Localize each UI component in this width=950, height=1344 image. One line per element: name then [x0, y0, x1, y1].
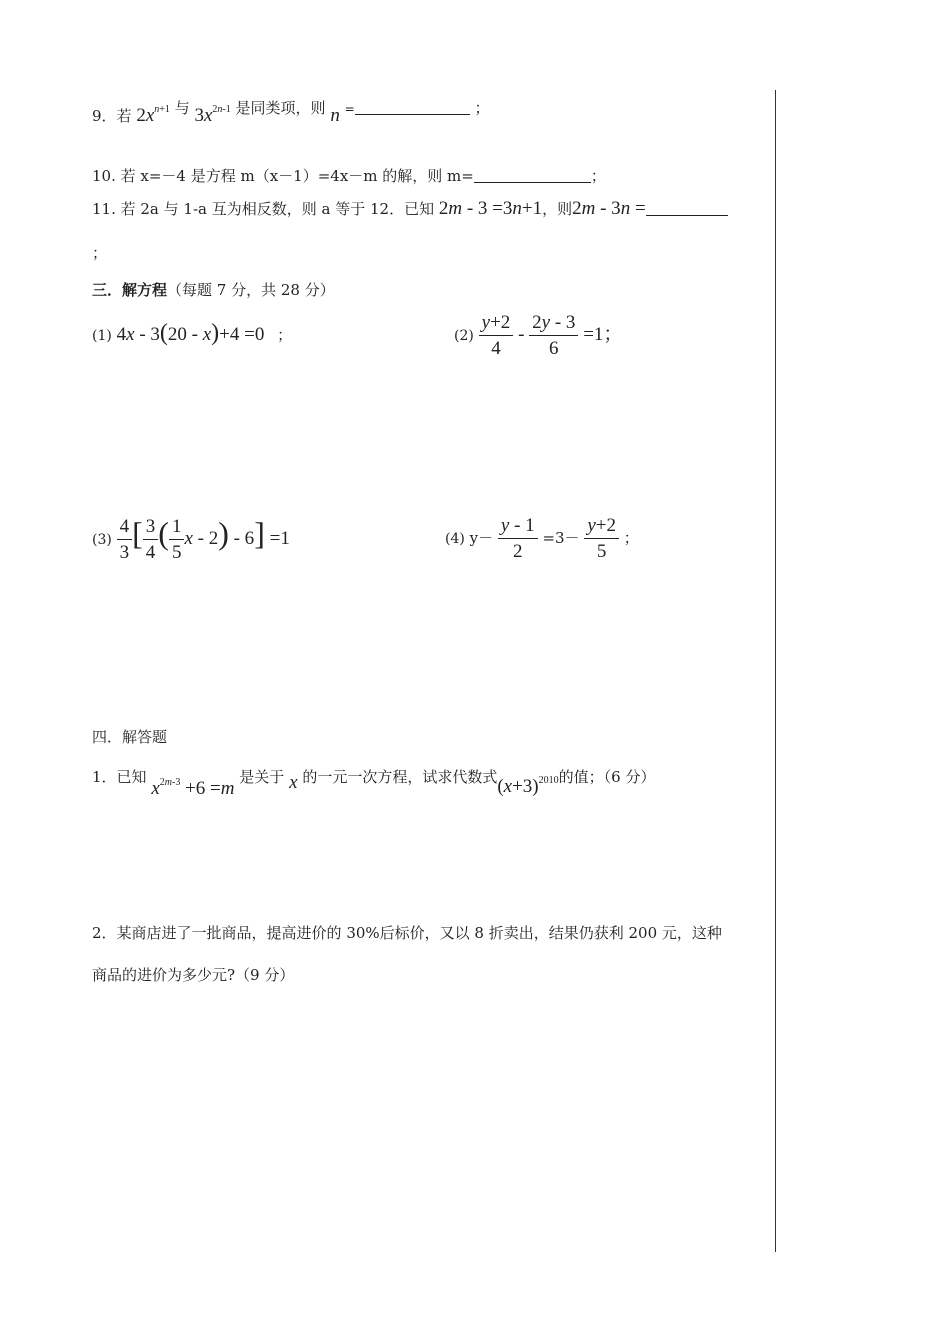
question-11-end: ； [92, 244, 108, 262]
fraction-2y-minus-3-over-6: $\frac{2y - 3}{6}$ [529, 312, 578, 360]
answer-question-2-line-1: 2．某商店进了一批商品，提高进价的 30%后标价，又以 8 折卖出，结果仍获利 200 元，这种 [92, 924, 722, 942]
term-3x: $3x^{2n-1}$ [194, 104, 231, 126]
fraction-1-over-5: $\frac{1}{5}$ [169, 516, 185, 564]
equation-1-expr: 4x - 3(20 - x)+4 =0 [116, 320, 265, 346]
equation-2m-3: 2m - 3 =3n+1 [438, 198, 543, 219]
margin-line [775, 90, 776, 1252]
question-11: 11. 若 2a 与 1-a 互为相反数，则 a 等于 12．已知 2m - 3 =3n+1，则2m - 3n = [92, 198, 728, 220]
equation-1: (1) 4x - 3(20 - x)+4 =0 ； [92, 320, 293, 346]
section-3-heading: 三．解方程（每题 7 分，共 28 分） [92, 281, 335, 299]
equation-x-power: $x^{2m-3} +6 =m$ [151, 777, 235, 799]
answer-question-1: 1．已知 $x^{2m-3} +6 =m$ 是关于 x 的一元一次方程，试求代数式$(x+3)^{2010}$的值；（6 分） [92, 768, 656, 799]
fraction-4-over-3: $\frac{4}{3}$ [117, 516, 133, 564]
section-4-heading: 四．解答题 [92, 728, 168, 746]
answer-blank-12[interactable] [646, 201, 728, 216]
expr-2m-3n: 2m - 3n = [572, 198, 646, 219]
expr-x-plus-3-power: $(x+3)^{2010}$ [497, 775, 559, 797]
equation-2: (2) $\frac{y+2}{4}$ - $\frac{2y - 3}{6}$ =1； [454, 312, 623, 359]
equation-4: (4) y－ $\frac{y - 1}{2}$ =3－ $\frac{y+2}{5}$ ； [445, 515, 639, 562]
fraction-y-plus-2-over-5: $\frac{y+2}{5}$ [584, 515, 619, 563]
answer-blank-9[interactable] [355, 100, 470, 115]
fraction-y-plus-2-over-4: $\frac{y+2}{4}$ [479, 312, 514, 360]
answer-question-2-line-2: 商品的进价为多少元?（9 分） [92, 966, 295, 984]
question-10: 10. 若 x=－4 是方程 m（x－1）=4x－m 的解，则 m= ； [92, 167, 606, 185]
answer-blank-10[interactable] [474, 168, 591, 183]
fraction-y-minus-1-over-2: $\frac{y - 1}{2}$ [498, 515, 538, 563]
term-2x: $2x^{n+1}$ [136, 104, 170, 126]
variable-x: x [289, 772, 298, 793]
question-9: 9．若 $2x^{n+1}$ 与 $3x^{2n-1}$ 是同类项，则 n = ； [92, 99, 490, 126]
equation-3: (3) $\frac{4}{3}$ [ $\frac{3}{4}$ ( $\frac{1}{5}$ x - 2) - 6] =1 [92, 515, 290, 563]
fraction-3-over-4: $\frac{3}{4}$ [143, 516, 159, 564]
